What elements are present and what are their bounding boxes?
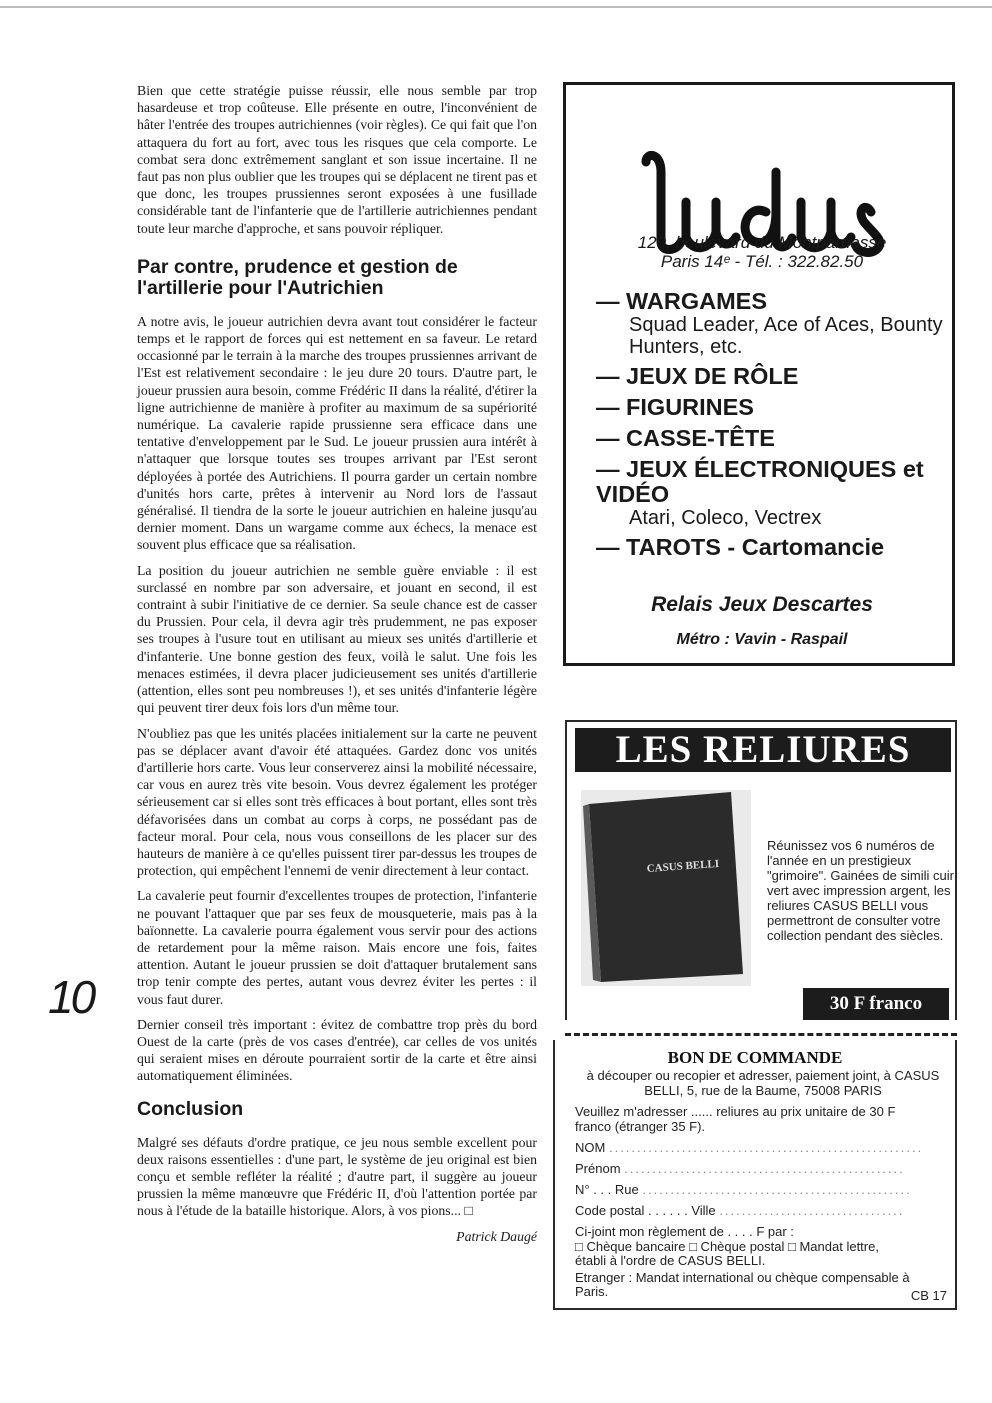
author-signature: Patrick Daugé bbox=[456, 1228, 537, 1244]
relais-line: Relais Jeux Descartes bbox=[651, 593, 873, 616]
list-item: — JEUX DE RÔLE bbox=[596, 363, 799, 389]
product-list bbox=[596, 289, 946, 566]
paragraph: Bien que cette stratégie puisse réussir, elle nous semble par trop hasardeuse et trop coûteuse. Elle présente en outre, l'inconvénient de hâter l'entrée des troupes autrichiennes (voir règles). Ce qui fait que l'on attaquera du fort au fort, avec tous les risques que cela comporte. Le combat sera donc extrêmement sanglant et son issue incertaine. Il ne faut pas non plus oublier que les troupes qui se déplacent ne tirent pas et que donc, les troupes prussiennes seront exposées à une fusillade considérable tant de l'infanterie que de l'artillerie autrichiennes pendant toute leur marche d'approche, et sans pouvoir répliquer. bbox=[137, 83, 537, 236]
list-item: — WARGAMES Squad Leader, Ace of Aces, Bounty Hunters, etc. bbox=[596, 288, 943, 358]
paragraph: La position du joueur autrichien ne semble guère enviable : il est surclassé en nombre par son adversaire, et jouant en second, il est contraint à subir l'initiative de ce dernier. Sa seule chance est de casser du Prussien. Pour cela, il devra agir très prudemment, ne pas exposer ses troupes à l'usure tout en utilisant au mieux ses unités d'artillerie et d'infanterie. Une bonne gestion des feux, voilà le salut. Une fois les menaces estimées, il devra placer judicieusement ses unités d'artillerie (attention, elles sont peu nombreuses !), et ses unités d'infanterie légère qui peuvent tirer deux fois lors d'un même tour. bbox=[137, 562, 537, 716]
list-item: — TAROTS - Cartomancie bbox=[596, 534, 885, 560]
list-item: — FIGURINES bbox=[596, 394, 754, 420]
order-title: BON DE COMMANDE bbox=[667, 1048, 843, 1067]
binder-image bbox=[581, 790, 751, 986]
page-number: 10 bbox=[48, 971, 94, 1023]
field-dots: .................................................. bbox=[624, 1161, 905, 1176]
paragraph: A notre avis, le joueur autrichien devra avant tout considérer le facteur temps et le rapport de forces qui est nettement en sa faveur. Le retard occasionné par le terrain à la marche des troupes prussiennes arrivant de l'Est est relativement secondaire : le jeu dure 20 tours. D'autre part, le joueur prussien aura besoin, comme Frédéric II dans la réalité, d'étirer la ligne autrichienne de manière à profiter au maximum de sa supériorité numérique. La cavalerie rapide prussienne sera efficace dans une tentative d'enveloppement par le Sud. Le joueur prussien aura intérêt à n'attaquer que lorsque toutes ses troupes arrivant par l'Est seront déployées à portée des Autrichiens. Il pourra garder un certain nombre d'unités hors carte, prêtes à intervenir au Nord lors de l'assaut généralisé. Il tiendra de la sorte le joueur autrichien en haleine jusqu'au dernier moment. Dans un wargame comme aux échecs, la menace est souvent plus efficace que sa réalisation. bbox=[137, 313, 537, 553]
article-column bbox=[137, 82, 537, 1245]
section-heading: Par contre, prudence et gestion de l'artillerie pour l'Autrichien bbox=[137, 255, 458, 299]
postcode-city-field[interactable]: Code postal . . . . . . Ville ................................. bbox=[575, 1203, 905, 1218]
field-dots: ................................................ bbox=[642, 1182, 912, 1197]
top-rule bbox=[0, 6, 992, 8]
paragraph: Dernier conseil très important : évitez de combattre trop près du bord Ouest de la carte (près de vos cases d'entrée), car celles de vos unités qui seraient mises en déroute pourraient sortir de la carte et être ainsi automatiquement éliminées. bbox=[137, 1016, 537, 1084]
name-field[interactable]: NOM ........................................................ bbox=[575, 1140, 924, 1155]
reliures-advert bbox=[565, 720, 957, 1020]
payment-options[interactable]: □ Chèque bancaire □ Chèque postal □ Mandat lettre, bbox=[575, 1239, 879, 1254]
field-dots: ........................................................ bbox=[608, 1140, 924, 1155]
price-badge: 30 F franco bbox=[803, 988, 949, 1020]
street-field[interactable]: N° . . . Rue ................................................ bbox=[575, 1182, 912, 1197]
firstname-field[interactable]: Prénom .................................................. bbox=[575, 1161, 905, 1176]
order-instructions: à découper ou recopier et adresser, paiement joint, à CASUS BELLI, 5, rue de la Baume, 75008 PARIS bbox=[586, 1068, 940, 1098]
store-address: 120, boulevard du Montparnasse Paris 14ᵉ - Tél. : 322.82.50 bbox=[637, 233, 887, 271]
foreign-payment: Etranger : Mandat international ou chèque compensable à bbox=[575, 1270, 910, 1285]
field-dots: ................................. bbox=[719, 1203, 905, 1218]
binder-label: CASUS BELLI bbox=[646, 857, 720, 875]
metro-line: Métro : Vavin - Raspail bbox=[676, 631, 848, 648]
section-heading-conclusion: Conclusion bbox=[137, 1097, 244, 1120]
reliures-description: Réunissez vos 6 numéros de l'année en un prestigieux "grimoire". Gainées de simili cuir vert avec impression argent, les reliures CASUS BELLI vous permettront de consulter votre collection pendant des siècles. bbox=[767, 838, 954, 943]
list-item: — JEUX ÉLECTRONIQUES et VIDÉO Atari, Coleco, Vectrex bbox=[596, 456, 924, 529]
payment-payee: établi à l'ordre de CASUS BELLI. bbox=[575, 1253, 766, 1268]
foreign-payment-2: Paris. bbox=[575, 1284, 609, 1299]
paragraph: La cavalerie peut fournir d'excellentes troupes de protection, l'infanterie ne pouvant l'attaquer que par ses feux de mousqueterie, mais pas à la baïonnette. La cavalerie pourra également vous servir pour des actions de retardement pour la même raison. Mais encore une fois, faites attention. Autant le joueur prussien se doit d'attaquer brutalement sans trop tenir compte des pertes, autant vous devrez éviter les pertes : il vous faut durer. bbox=[137, 888, 537, 1007]
paragraph: N'oubliez pas que les unités placées initialement sur la carte ne peuvent pas se déplacer avant d'avoir été attaquées. Gardez donc vos unités d'artillerie hors carte. Vous leur conserverez ainsi la mobilité nécessaire, car vous en aurez très vite besoin. Vous devrez également les protéger sérieusement car si elles sont très efficaces à bout portant, elles sont très défavorisées dans un combat au corps à corps, ne possédant pas de facteur moral. Pour cela, nous vous conseillons de les placer sur des hauteurs de manière à ce qu'elles puissent tirer par-dessus les troupes de protection, qui empêchent l'ennemi de venir directement à leur contact. bbox=[137, 725, 537, 879]
reliures-banner: LES RELIURES bbox=[575, 728, 951, 772]
paragraph: Malgré ses défauts d'ordre pratique, ce jeu nous semble excellent pour deux raisons essentielles : d'une part, le système de jeu original est bien conçu et semble refléter la réalité ; d'autre part, il suggère au joueur prussien la même manœuvre que Frédéric II, d'où l'attention portée par nous à l'étude de la bataille historique. Alors, à vos pions... □ bbox=[137, 1134, 537, 1219]
quantity-line[interactable]: Veuillez m'adresser ...... reliures au prix unitaire de 30 F bbox=[575, 1104, 896, 1119]
price-line: franco (étranger 35 F). bbox=[575, 1119, 706, 1134]
payment-line: Ci-joint mon règlement de . . . . F par : bbox=[575, 1224, 794, 1239]
ludus-advert bbox=[563, 82, 955, 666]
order-form bbox=[553, 1040, 957, 1310]
issue-code: CB 17 bbox=[910, 1288, 947, 1303]
cut-line bbox=[565, 1033, 957, 1036]
list-item: — CASSE-TÊTE bbox=[596, 425, 775, 451]
